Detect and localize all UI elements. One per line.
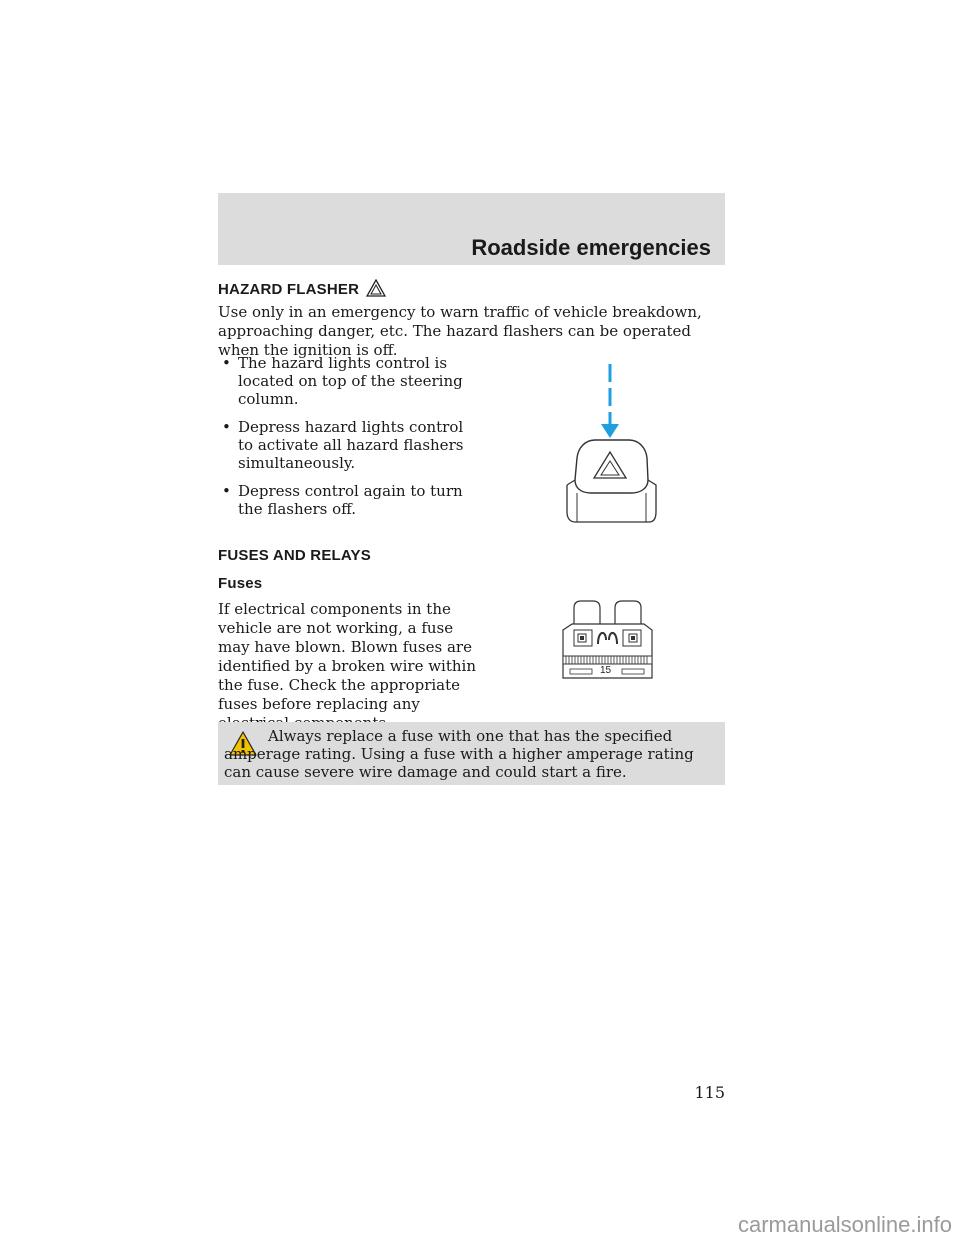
- bullet-symbol: •: [222, 354, 231, 372]
- hazard-flasher-heading: [218, 279, 386, 298]
- blade-fuse-icon: [560, 600, 655, 682]
- list-item-text: The hazard lights control is located on top of the steering column.: [238, 354, 463, 408]
- list-item-text: Depress control again to turn the flashers off.: [238, 482, 463, 518]
- bullet-symbol: •: [222, 482, 231, 500]
- warning-callout: [218, 722, 725, 785]
- page-number: 115: [694, 1083, 725, 1102]
- hazard-flasher-heading-text: HAZARD FLASHER: [218, 281, 360, 298]
- list-item: [218, 482, 478, 518]
- hazard-triangle-icon: [366, 279, 386, 297]
- fuses-subheading: Fuses: [218, 575, 263, 592]
- section-header-band: [218, 193, 725, 265]
- list-item: [218, 354, 478, 408]
- watermark: carmanualsonline.info: [737, 1212, 952, 1237]
- fuses-relays-heading: FUSES AND RELAYS: [218, 547, 371, 564]
- hazard-intro-paragraph: Use only in an emergency to warn traffic of vehicle breakdown, approaching danger, etc. The hazard flashers can be operated when the ignition is off.: [218, 303, 702, 359]
- section-title: Roadside emergencies: [471, 235, 711, 260]
- list-item: [218, 418, 478, 472]
- fuses-paragraph: If electrical components in the vehicle are not working, a fuse may have blown. Blown fuses are identified by a broken wire within the fuse. Check the appropriate fuses before replacing any: [218, 600, 477, 713]
- list-item-text: Depress hazard lights control to activate all hazard flashers simultaneously.: [238, 418, 464, 472]
- hazard-button-icon: [555, 360, 665, 530]
- fuse-rating-label: 15: [600, 665, 612, 676]
- warning-text: Always replace a fuse with one that has the specified amperage rating. Using a fuse with a higher amperage rating can cause severe wire damage and could start a fire.: [224, 727, 694, 781]
- bullet-symbol: •: [222, 418, 231, 436]
- hazard-bullet-list: [218, 354, 478, 528]
